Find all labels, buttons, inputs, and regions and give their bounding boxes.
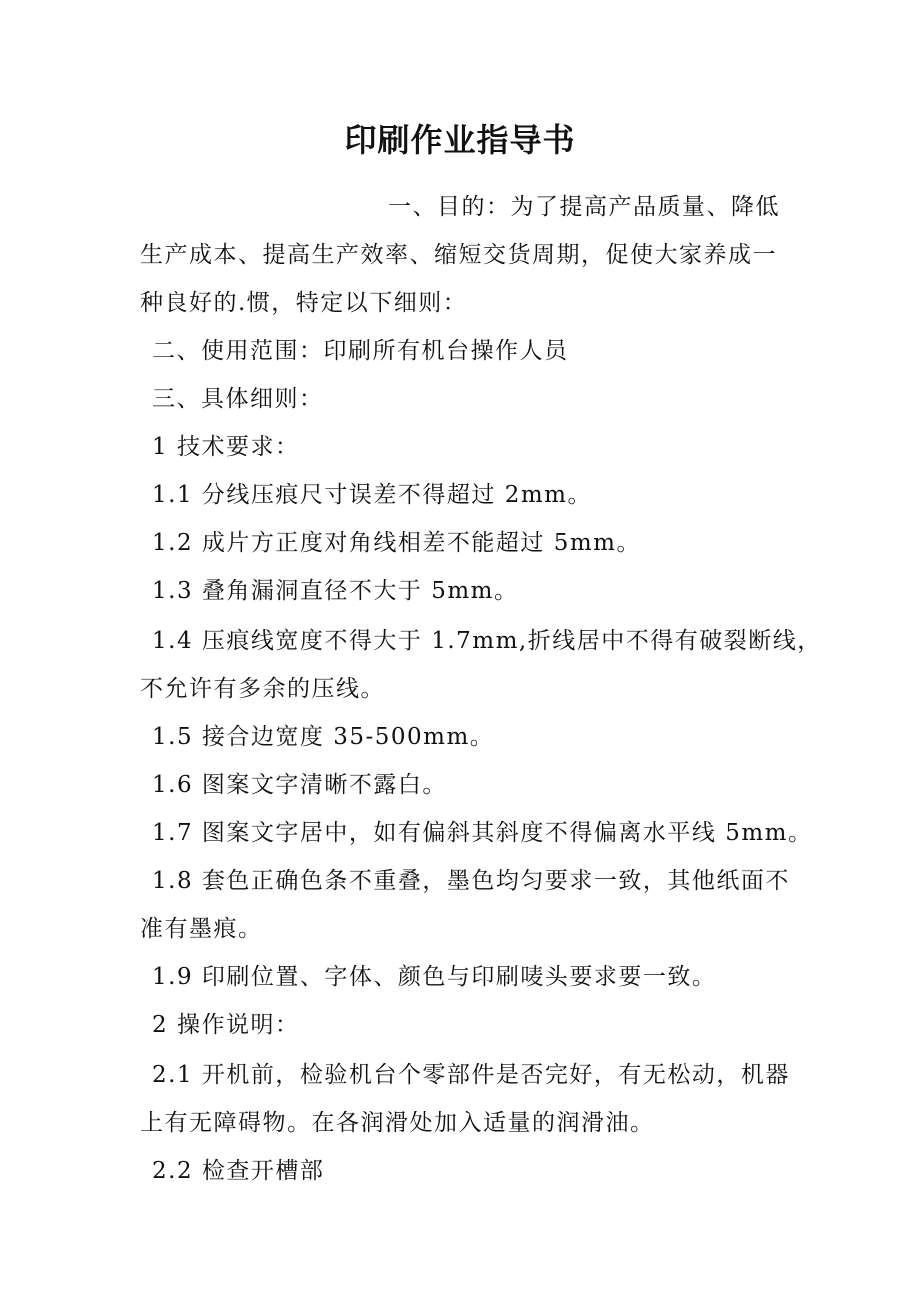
item-1-1: 1.1 分线压痕尺寸误差不得超过 2mm。 xyxy=(152,482,592,508)
item-1-8-line-2: 准有墨痕。 xyxy=(140,916,263,942)
document-title: 印刷作业指导书 xyxy=(344,121,576,159)
scope-line: 二、使用范围：印刷所有机台操作人员 xyxy=(152,338,569,364)
item-1-5: 1.5 接合边宽度 35-500mm。 xyxy=(152,724,495,750)
purpose-line-1: 一、目的：为了提高产品质量、降低 xyxy=(388,194,780,220)
item-1-8-line-1: 1.8 套色正确色条不重叠，墨色均匀要求一致，其他纸面不 xyxy=(152,868,790,894)
item-1-4-line-1: 1.4 压痕线宽度不得大于 1.7mm,折线居中不得有破裂断线， xyxy=(152,628,822,654)
item-2-1-line-2: 上有无障碍物。在各润滑处加入适量的润滑油。 xyxy=(140,1110,655,1136)
item-1-9: 1.9 印刷位置、字体、颜色与印刷唛头要求要一致。 xyxy=(152,964,717,990)
tech-requirements-heading: 1 技术要求： xyxy=(152,434,300,460)
purpose-line-3: 种良好的.惯，特定以下细则： xyxy=(140,290,468,316)
item-2-1-line-1: 2.1 开机前，检验机台个零部件是否完好，有无松动，机器 xyxy=(152,1062,790,1088)
item-1-6: 1.6 图案文字清晰不露白。 xyxy=(152,772,447,798)
rules-heading: 三、具体细则： xyxy=(152,386,324,412)
operation-heading: 2 操作说明： xyxy=(152,1012,300,1038)
item-1-7: 1.7 图案文字居中，如有偏斜其斜度不得偏离水平线 5mm。 xyxy=(152,820,813,846)
item-1-3: 1.3 叠角漏洞直径不大于 5mm。 xyxy=(152,578,519,604)
item-1-4-line-2: 不允许有多余的压线。 xyxy=(140,676,385,702)
item-2-2: 2.2 检查开槽部 xyxy=(152,1158,325,1184)
item-1-2: 1.2 成片方正度对角线相差不能超过 5mm。 xyxy=(152,530,641,556)
purpose-line-2: 生产成本、提高生产效率、缩短交货周期，促使大家养成一 xyxy=(140,242,777,268)
